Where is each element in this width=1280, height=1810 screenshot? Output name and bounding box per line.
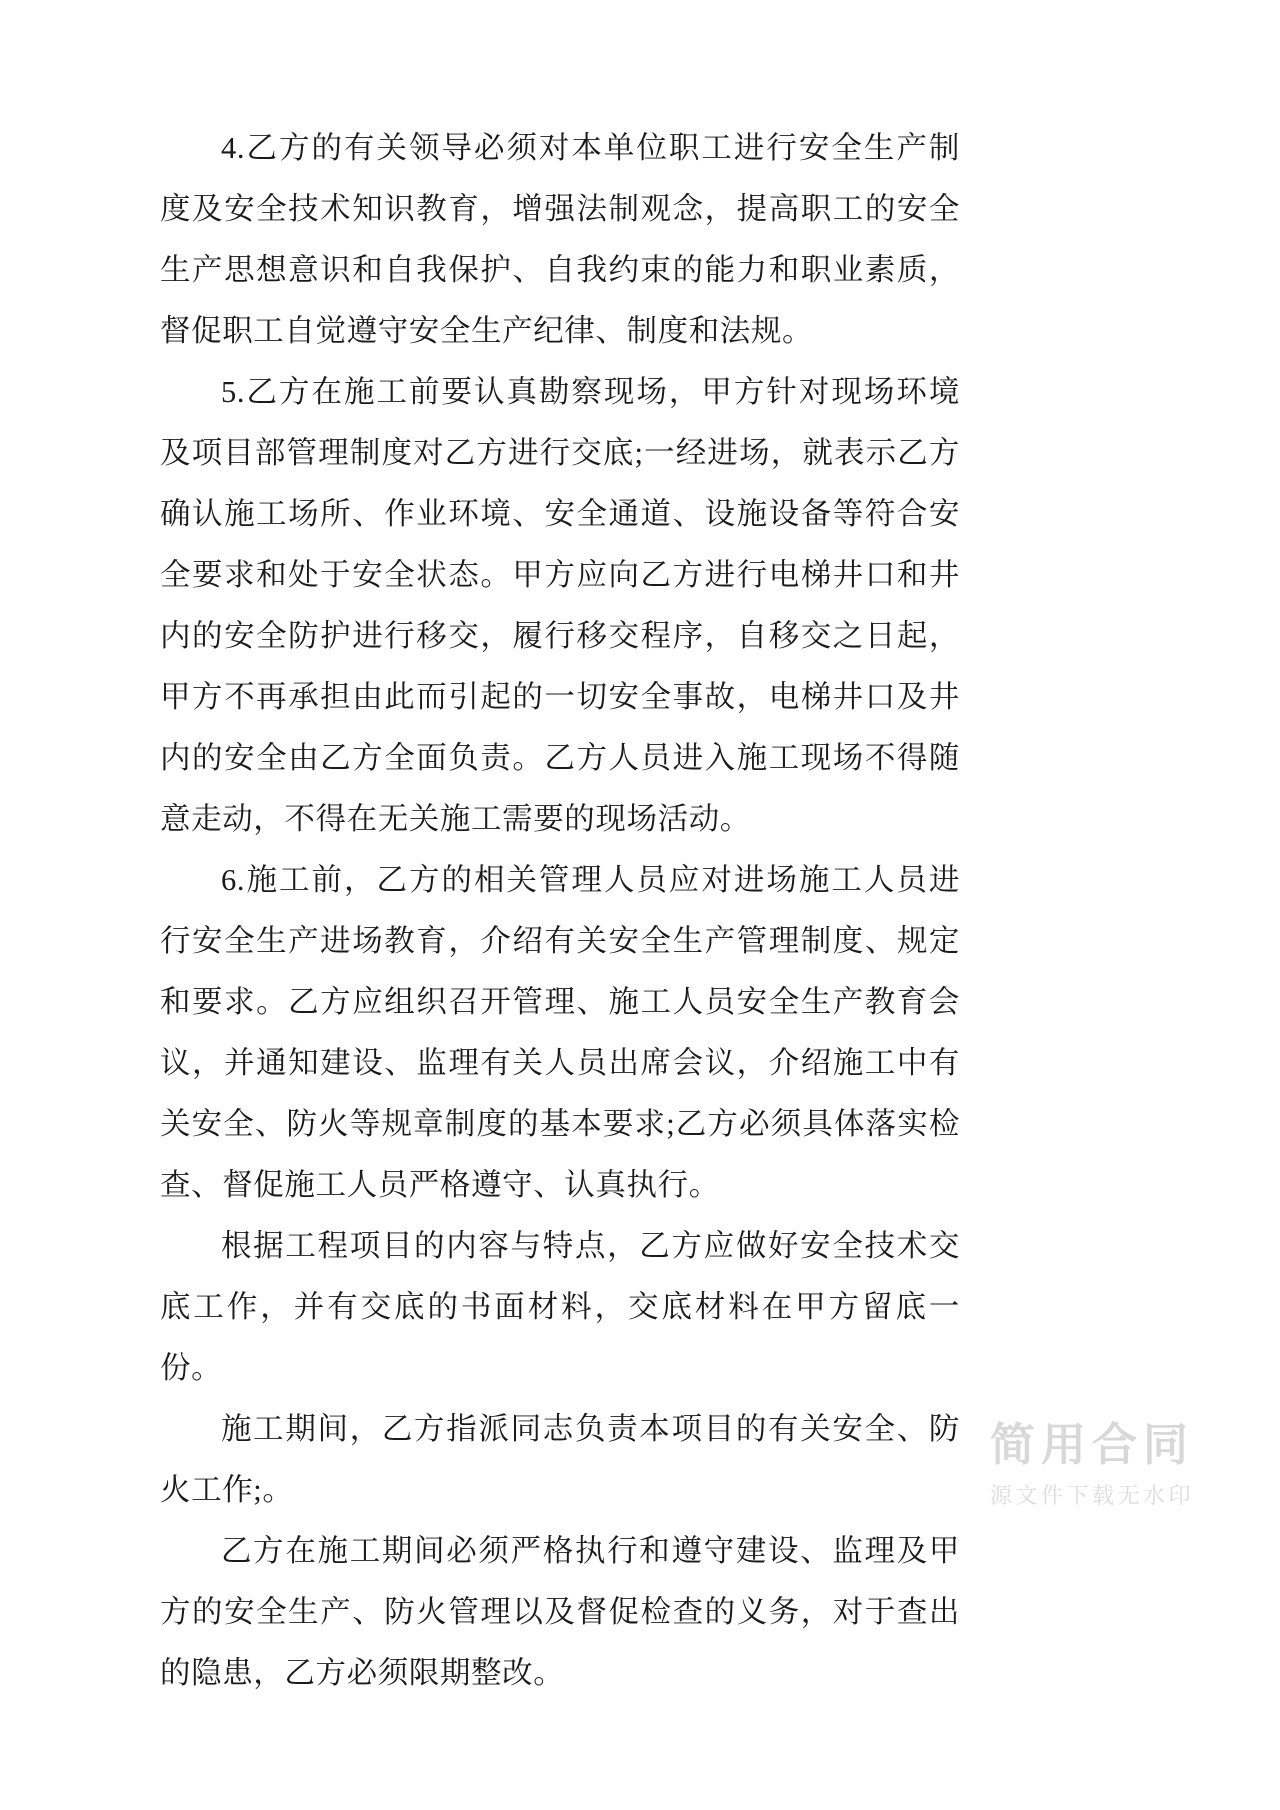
paragraph-clause-6-sub-1: 根据工程项目的内容与特点，乙方应做好安全技术交底工作，并有交底的书面材料，交底材料在甲方留底一份。: [160, 1229, 960, 1385]
paragraph-clause-6-sub-2: 施工期间，乙方指派同志负责本项目的有关安全、防火工作;。: [160, 1412, 960, 1507]
paragraph-clause-6: 6.施工前，乙方的相关管理人员应对进场施工人员进行安全生产进场教育，介绍有关安全生产管理制度、规定和要求。乙方应组织召开管理、施工人员安全生产教育会议，并通知建设、监理有关人员出席会议，介绍施工中有关安全、防火等规章制度的基本要求;乙方必须具体落实检查、督促施工人员严格遵守、认真执行。: [160, 863, 960, 1202]
watermark-subtitle: 源文件下载无水印: [989, 1483, 1194, 1508]
watermark: [942, 1418, 1242, 1510]
paragraph-clause-4: 4.乙方的有关领导必须对本单位职工进行安全生产制度及安全技术知识教育，增强法制观念，提高职工的安全生产思想意识和自我保护、自我约束的能力和职业素质，督促职工自觉遵守安全生产纪律、制度和法规。: [160, 131, 960, 348]
document-body: [160, 118, 960, 1704]
paragraph-clause-6-sub-3: 乙方在施工期间必须严格执行和遵守建设、监理及甲方的安全生产、防火管理以及督促检查的义务，对于查出的隐患，乙方必须限期整改。: [160, 1534, 960, 1690]
watermark-title: 简用合同: [989, 1418, 1194, 1470]
paragraph-clause-5: 5.乙方在施工前要认真勘察现场，甲方针对现场环境及项目部管理制度对乙方进行交底;一经进场，就表示乙方确认施工场所、作业环境、安全通道、设施设备等符合安全要求和处于安全状态。甲方应向乙方进行电梯井口和井内的安全防护进行移交，履行移交程序，自移交之日起，甲方不再承担由此而引起的一切安全事故，电梯井口及井内的安全由乙方全面负责。乙方人员进入施工现场不得随意走动，不得在无关施工需要的现场活动。: [160, 375, 960, 836]
